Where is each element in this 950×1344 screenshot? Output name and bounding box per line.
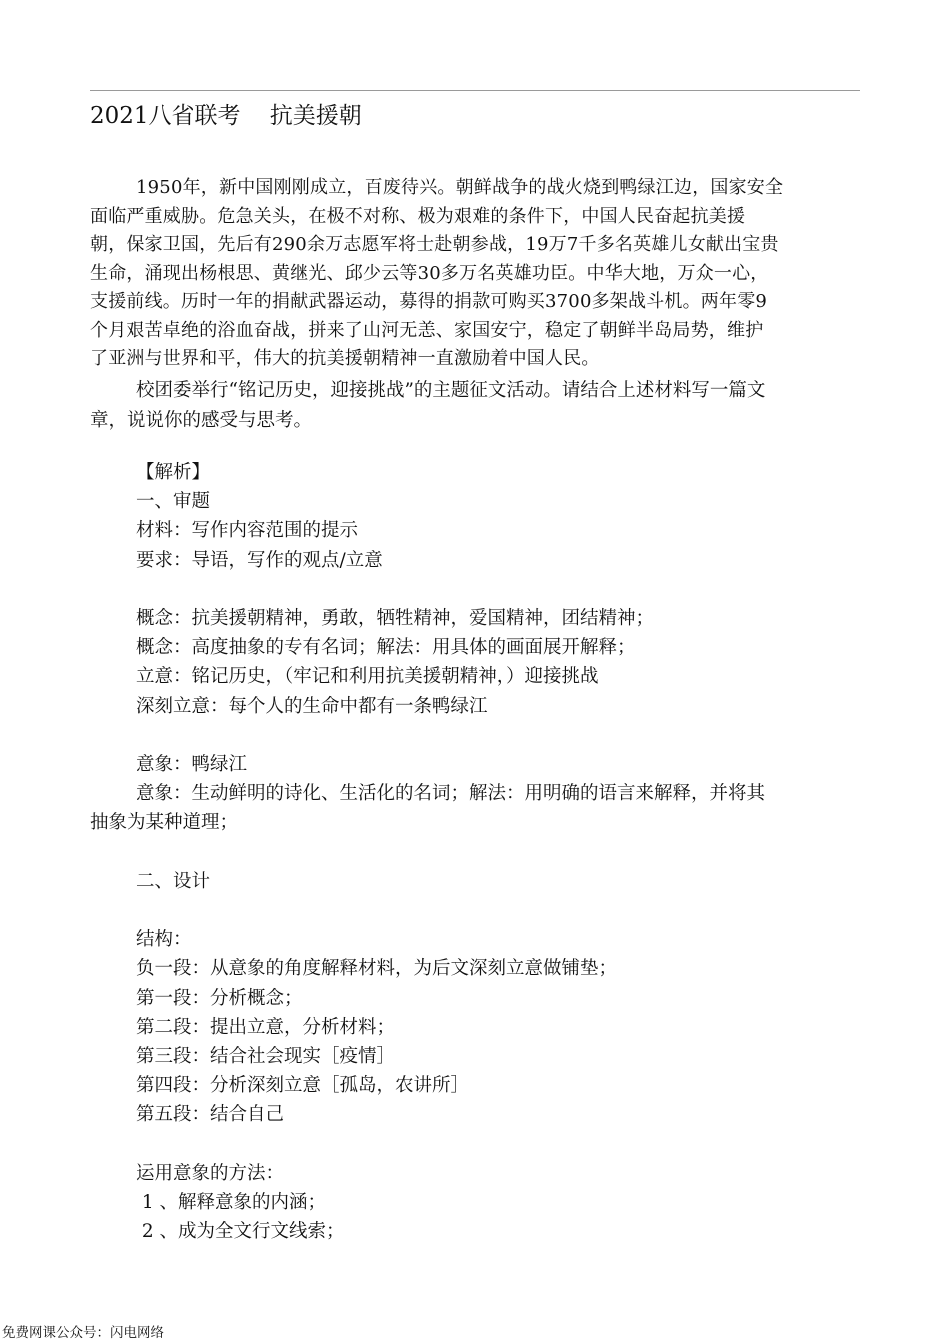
prompt-line: 校团委举行“铭记历史，迎接挑战”的主题征文活动。请结合上述材料写一篇文 [136, 380, 766, 401]
blank-line [90, 721, 870, 750]
analysis-line: 运用意象的方法： [136, 1162, 285, 1184]
prompt-line: 章，说说你的感受与思考。 [90, 410, 313, 431]
analysis-heading: 【解析】 [136, 462, 211, 483]
material-line: 了亚洲与世界和平，伟大的抗美援朝精神一直激励着中国人民。 [90, 348, 600, 369]
analysis-line: 意象：生动鲜明的诗化、生活化的名词；解法：用明确的语言来解释，并将其 [136, 783, 766, 805]
material-line: 朝，保家卫国，先后有290余万志愿军将士赴朝参战，19万7千多名英雄儿女献出宝贵 [90, 234, 779, 255]
analysis-line: 第三段：结合社会现实［疫情］ [136, 1046, 396, 1067]
analysis-line: 概念：高度抽象的专有名词；解法：用具体的画面展开解释； [136, 637, 636, 659]
analysis-line: 负一段：从意象的角度解释材料，为后文深刻立意做铺垫； [136, 958, 618, 980]
material-line: 支援前线。历时一年的捐献武器运动，募得的捐款可购买3700多架战斗机。两年零9 [90, 291, 768, 312]
blank-line [90, 1130, 870, 1159]
footer-note: 免费网课公众号：闪电网络 [2, 1325, 164, 1341]
blank-line [90, 838, 870, 867]
analysis-line: 深刻立意：每个人的生命中都有一条鸭绿江 [136, 695, 488, 717]
section-heading-review: 一、审题 [136, 491, 211, 513]
material-line: 生命，涌现出杨根思、黄继光、邱少云等30多万名英雄功臣。中华大地，万众一心， [90, 262, 769, 284]
analysis-line: 抽象为某种道理； [90, 812, 239, 834]
header-rule [90, 90, 860, 91]
analysis-line: 第四段：分析深刻立意［孤岛，农讲所］ [136, 1075, 470, 1097]
blank-line [90, 575, 870, 604]
analysis-section [90, 458, 870, 1246]
material-line: 面临严重威胁。危急关头，在极不对称、极为艰难的条件下，中国人民奋起抗美援 [90, 205, 746, 227]
material-line: 个月艰苦卓绝的浴血奋战，拼来了山河无恙、家国安宁，稳定了朝鲜半岛局势，维护 [90, 319, 764, 341]
analysis-line: 立意：铭记历史，（牢记和利用抗美援朝精神，）迎接挑战 [136, 666, 599, 688]
material-paragraph [90, 174, 870, 374]
analysis-line: 意象：鸭绿江 [136, 754, 248, 775]
analysis-line: 第五段：结合自己 [136, 1104, 285, 1126]
material-line: 1950年，新中国刚刚成立，百废待兴。朝鲜战争的战火烧到鸭绿江边，国家安全 [136, 177, 784, 198]
analysis-line: 要求：导语，写作的观点/立意 [136, 549, 383, 571]
analysis-line: 2 、成为全文行文线索； [136, 1221, 345, 1243]
section-heading-design: 二、设计 [136, 870, 211, 892]
analysis-line: 结构： [136, 929, 192, 951]
document-title: 2021八省联考 抗美援朝 [90, 103, 362, 129]
analysis-line: 第二段：提出立意，分析材料； [136, 1016, 396, 1038]
analysis-line: 材料：写作内容范围的提示 [136, 520, 359, 542]
essay-prompt [90, 376, 870, 436]
analysis-line: 1 、解释意象的内涵； [136, 1192, 327, 1213]
analysis-line: 概念：抗美援朝精神，勇敢，牺牲精神，爱国精神，团结精神； [136, 608, 655, 629]
analysis-line: 第一段：分析概念； [136, 987, 303, 1009]
blank-line [90, 896, 870, 925]
